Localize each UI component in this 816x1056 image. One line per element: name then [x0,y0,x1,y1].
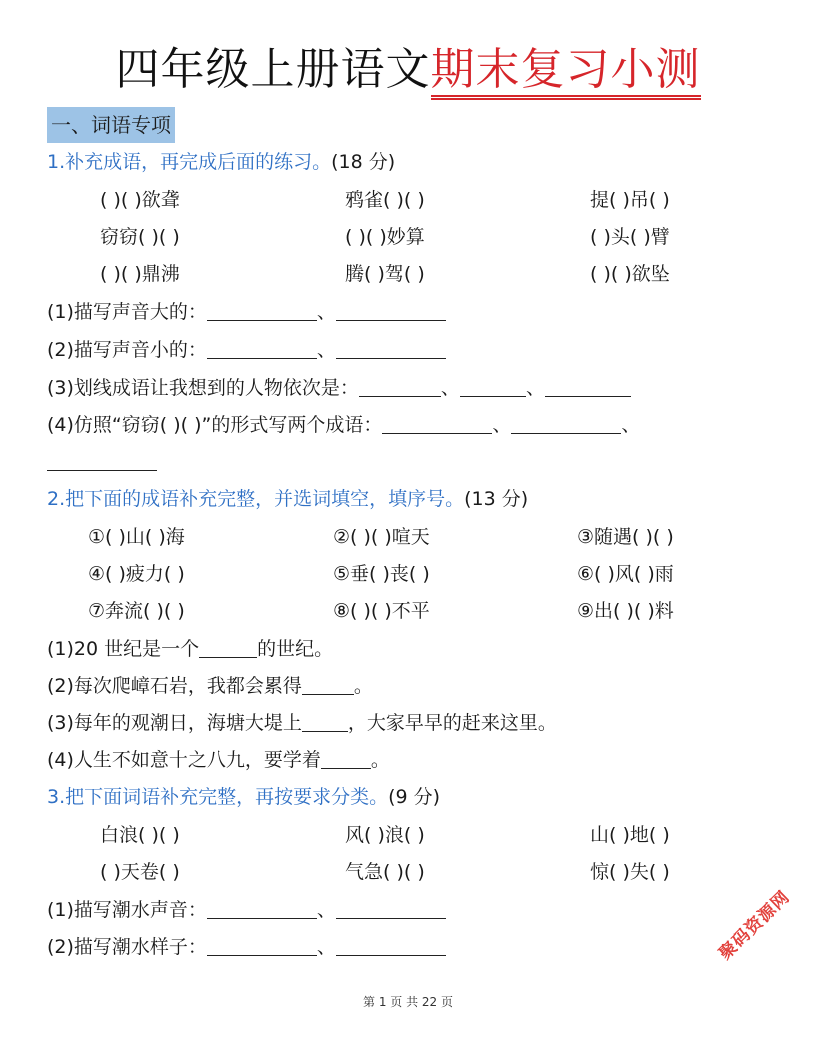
q1-idiom: 腾( )驾( ) [345,263,425,285]
q1-idiom: ( )( )妙算 [345,226,425,248]
answer-blank[interactable] [511,413,621,434]
q3-idiom: 山( )地( ) [590,824,670,846]
q2-idiom: ⑤垂( )丧( ) [333,563,430,585]
q1-idiom: 鸦雀( )( ) [345,189,425,211]
page-footer: 第 1 页 共 22 页 [363,995,453,1009]
answer-blank[interactable] [460,376,526,397]
answer-blank[interactable] [47,450,157,471]
answer-blank[interactable] [336,338,446,359]
q2-idiom: ⑥( )风( )雨 [577,563,674,585]
q1-subquestion-3: (3)划线成语让我想到的人物依次是： 、 、 [47,374,631,402]
q1-idiom: ( )( )鼎沸 [100,263,180,285]
q3-subquestion-1: (1)描写潮水声音： 、 [47,896,446,924]
answer-blank[interactable] [207,898,317,919]
q3-idiom: 白浪( )( ) [100,824,180,846]
q2-subquestion-1: (1)20 世纪是一个 的世纪。 [47,638,334,660]
q1-idiom: ( )头( )臂 [590,226,670,248]
q3-idiom: 惊( )失( ) [590,861,670,883]
q1-idiom: ( )( )欲聋 [100,189,180,211]
answer-blank[interactable] [199,637,257,658]
answer-blank[interactable] [336,300,446,321]
q2-subquestion-3: (3)每年的观潮日，海塘大堤上 ，大家早早的赶来这里。 [47,712,557,734]
q2-idiom: ①( )山( )海 [88,526,185,548]
answer-blank[interactable] [359,376,441,397]
watermark-stamp: 聚码资源网 [715,887,795,964]
answer-blank[interactable] [321,748,371,769]
q3-heading: 3.把下面词语补充完整，再按要求分类。(9 分) [47,786,441,808]
answer-blank[interactable] [382,413,492,434]
q2-idiom: ⑨出( )( )料 [577,600,674,622]
q2-idiom: ⑧( )( )不平 [333,600,430,622]
q2-idiom: ②( )( )喧天 [333,526,430,548]
q3-subquestion-2: (2)描写潮水样子： 、 [47,933,446,961]
q1-idiom: 窃窃( )( ) [100,226,180,248]
q3-idiom: 气急( )( ) [345,861,425,883]
answer-blank[interactable] [207,338,317,359]
q3-idiom: 风( )浪( ) [345,824,425,846]
page-title [0,40,816,100]
answer-blank[interactable] [302,674,354,695]
q2-subquestion-2: (2)每次爬嶂石岩，我都会累得 。 [47,675,373,697]
q2-idiom: ③随遇( )( ) [577,526,674,548]
answer-blank[interactable] [336,898,446,919]
q2-subquestion-4: (4)人生不如意十之八九，要学着 。 [47,749,390,771]
q2-idiom: ⑦奔流( )( ) [88,600,185,622]
section-heading: 一、词语专项 [47,107,175,143]
q3-idiom: ( )天卷( ) [100,861,180,883]
title-main: 四年级上册语文 [115,44,431,95]
answer-blank[interactable] [336,935,446,956]
q1-subquestion-1: (1)描写声音大的： 、 [47,298,446,326]
answer-blank[interactable] [207,935,317,956]
q1-heading: 1.补充成语，再完成后面的练习。(18 分) [47,151,396,173]
q2-idiom: ④( )疲力( ) [88,563,185,585]
answer-blank[interactable] [207,300,317,321]
q1-subquestion-4-continued [47,448,157,476]
q1-subquestion-4: (4)仿照“窃窃( )( )”的形式写两个成语： 、 、 [47,414,641,436]
q1-idiom: 提( )吊( ) [590,189,670,211]
answer-blank[interactable] [545,376,631,397]
q1-idiom: ( )( )欲坠 [590,263,670,285]
q1-subquestion-2: (2)描写声音小的： 、 [47,336,446,364]
q2-heading: 2.把下面的成语补充完整，并选词填空，填序号。(13 分) [47,488,529,510]
title-highlight: 期末复习小测 [431,44,701,100]
answer-blank[interactable] [302,711,348,732]
